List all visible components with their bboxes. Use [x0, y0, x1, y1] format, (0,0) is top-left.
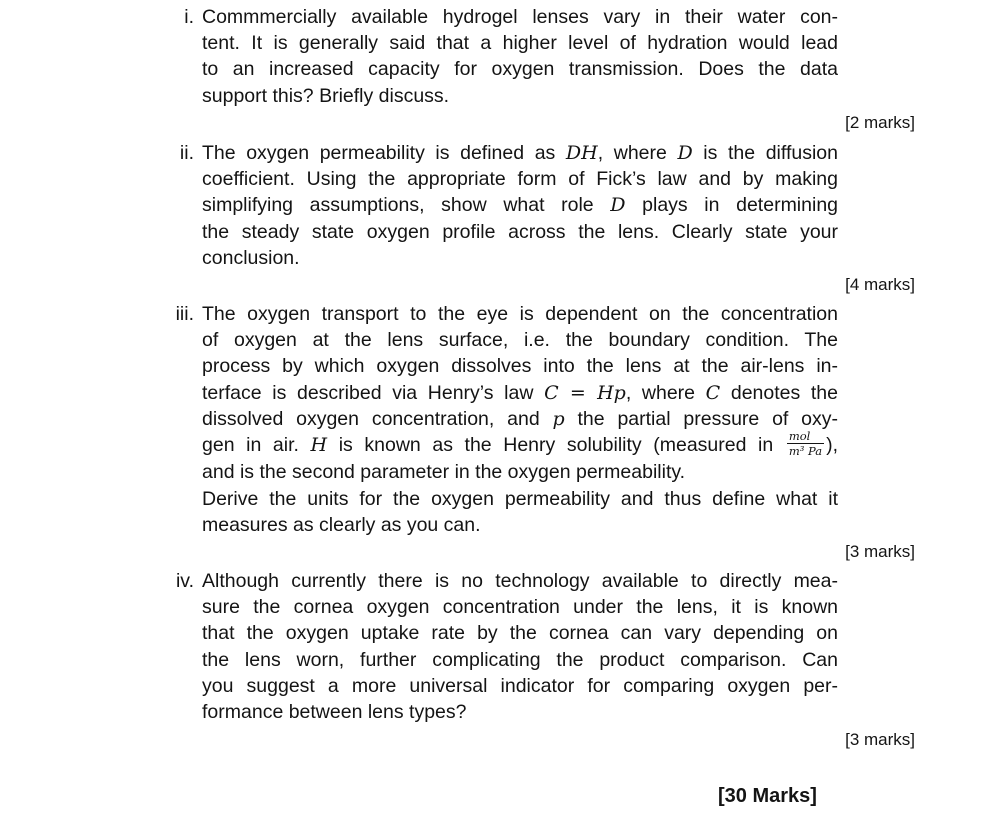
- text-span: is the diffusion: [692, 142, 838, 164]
- math-symbol: Hp: [597, 381, 626, 404]
- question-text: [202, 4, 838, 109]
- text-line: Derive the units for the oxygen permeability and thus define what it: [202, 487, 838, 510]
- text-line: you suggest a more universal indicator for comparing oxygen per-: [202, 674, 838, 697]
- text-line: and is the second parameter in the oxygen permeability.: [202, 461, 686, 484]
- text-span: ),: [826, 434, 839, 457]
- marks-label: [2 marks]: [845, 113, 915, 132]
- marks-label: [3 marks]: [845, 730, 915, 749]
- text-span: gen in air.: [202, 434, 311, 457]
- text-line: Commmercially available hydrogel lenses vary in their water con-: [202, 6, 838, 28]
- text-span: simplifying assumptions, show what role: [202, 194, 611, 217]
- text-span: , where: [597, 142, 678, 164]
- text-span: , where: [625, 381, 706, 404]
- math-symbol: D: [610, 194, 626, 217]
- question-text: [202, 301, 838, 538]
- math-symbol: C: [705, 381, 721, 404]
- text-line: the steady state oxygen profile across the lens. Clearly state your: [202, 220, 838, 243]
- text-line: [202, 429, 839, 459]
- text-span: is known as the Henry solubility (measured in: [327, 434, 785, 457]
- text-line: to an increased capacity for oxygen transmission. Does the data: [202, 58, 838, 81]
- text-line: conclusion.: [202, 246, 300, 269]
- text-line: the lens worn, further complicating the product comparison. Can: [202, 648, 838, 671]
- text-line: that the oxygen uptake rate by the cornea can vary depending on: [202, 622, 838, 645]
- math-symbol: p: [552, 407, 565, 430]
- math-symbol: D: [677, 142, 693, 164]
- text-line: sure the cornea oxygen concentration under the lens, it is known: [202, 596, 838, 619]
- text-span: terface is described via Henry’s law: [202, 381, 545, 404]
- text-line: measures as clearly as you can.: [202, 513, 481, 536]
- text-span: the partial pressure of oxy-: [564, 407, 839, 430]
- text-line: process by which oxygen dissolves into the lens at the air-lens in-: [202, 355, 838, 378]
- marks-label: [3 marks]: [845, 542, 915, 561]
- text-span: The oxygen permeability is defined as: [202, 142, 566, 164]
- question-number: i.: [184, 6, 194, 28]
- question-number: iv.: [175, 570, 194, 592]
- question-number: ii.: [179, 142, 194, 164]
- math-symbol: DH: [565, 142, 598, 164]
- units-fraction: [787, 430, 824, 457]
- text-line: formance between lens types?: [202, 701, 467, 724]
- text-line: coefficient. Using the appropriate form of Fick’s law and by making: [202, 168, 838, 191]
- text-span: denotes the: [720, 381, 838, 404]
- text-line: support this? Briefly discuss.: [202, 84, 450, 107]
- question-number: iii.: [175, 303, 194, 325]
- fraction-denominator: m³ Pa: [788, 444, 823, 459]
- text-span: plays in determining: [625, 194, 839, 217]
- total-marks: [30 Marks]: [718, 785, 817, 807]
- text-line: Although currently there is no technology available to directly mea-: [202, 570, 838, 592]
- math-operator: =: [558, 381, 598, 404]
- text-span: dissolved oxygen concentration, and: [202, 407, 553, 430]
- marks-label: [4 marks]: [845, 275, 915, 294]
- text-line: The oxygen transport to the eye is dependent on the concentration: [202, 303, 838, 325]
- math-symbol: H: [310, 434, 328, 457]
- question-text: [202, 140, 838, 271]
- text-line: [202, 192, 838, 218]
- fraction-numerator: mol: [787, 430, 824, 444]
- text-line: [202, 380, 838, 406]
- text-line: [202, 140, 838, 166]
- text-line: tent. It is generally said that a higher level of hydration would lead: [202, 32, 838, 55]
- text-line: of oxygen at the lens surface, i.e. the boundary condition. The: [202, 329, 838, 352]
- math-symbol: C: [544, 381, 559, 404]
- question-text: [202, 568, 838, 725]
- text-line: [202, 406, 838, 432]
